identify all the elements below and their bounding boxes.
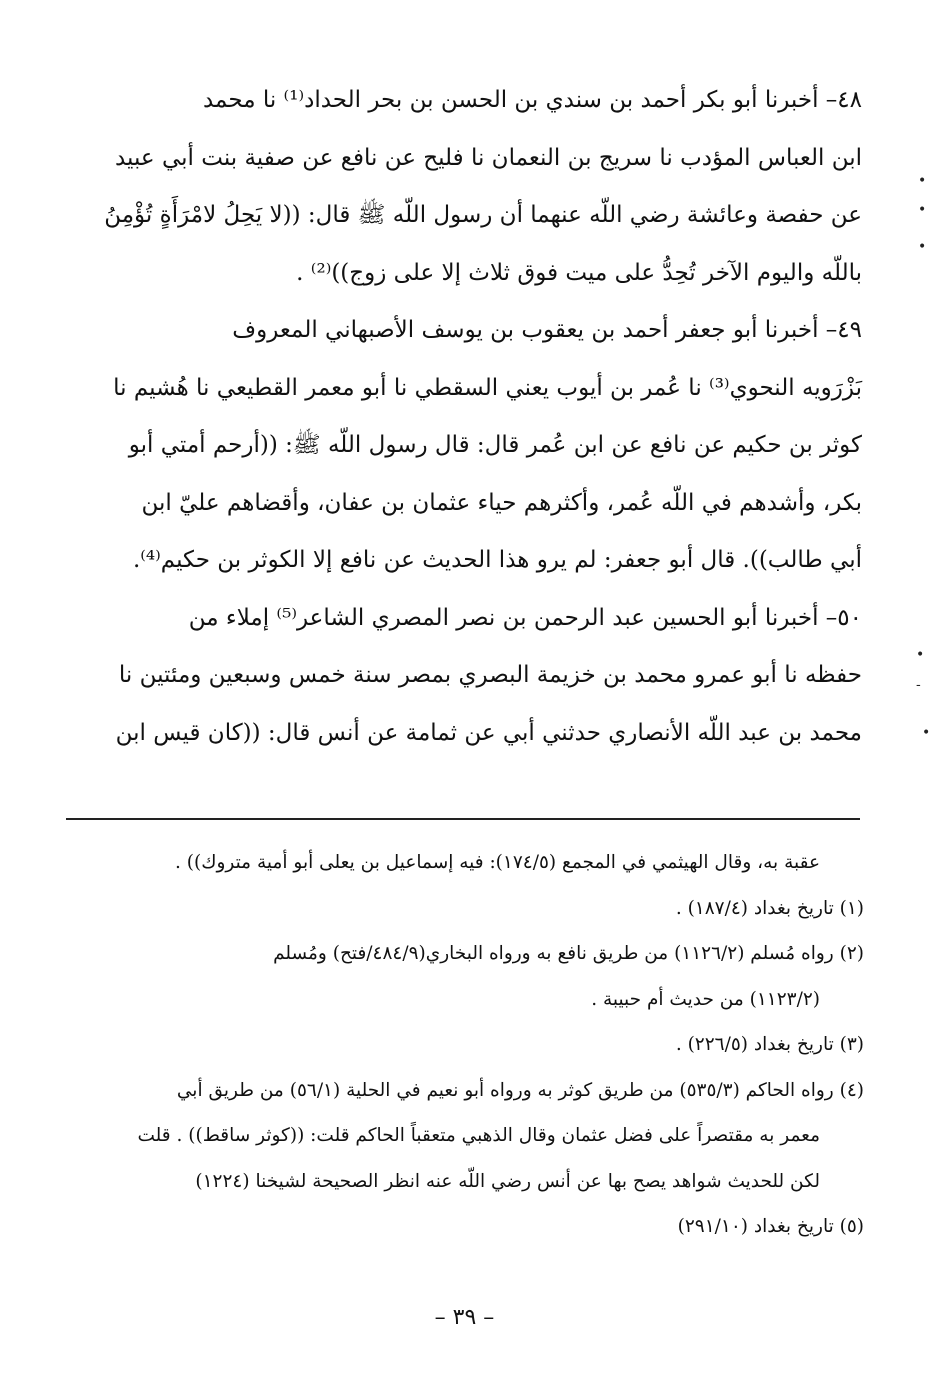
footnote-line: (٥) تاريخ بغداد (٢٩١/١٠)	[677, 1216, 864, 1237]
text-line: بكر، وأشدهم في اللّه عُمر، وأكثرهم حياء عثمان بن عفان، وأقضاهم عليّ ابن	[141, 489, 862, 516]
main-text	[66, 72, 862, 762]
text-line: كوثر بن حكيم عن نافع عن ابن عُمر قال: قال رسول اللّه ﷺ: ((أرحم أمتي أبو	[128, 432, 862, 458]
text-line: ابن العباس المؤدب نا سريج بن النعمان نا فليح عن نافع عن صفية بنت أبي عبيد	[114, 144, 862, 171]
margin-mark: •	[918, 202, 927, 218]
footnote-line: عقبة به، وقال الهيثمي في المجمع (١٧٤/٥): فيه إسماعيل بن يعلى أبو أمية متروك)) .	[175, 852, 820, 873]
footnotes	[66, 840, 864, 1250]
footnote-line: (١) تاريخ بغداد (١٨٧/٤) .	[675, 897, 864, 919]
text-line: أبي طالب)). قال أبو جعفر: لم يرو هذا الحديث عن نافع إلا الكوثر بن حكيم⁽⁴⁾.	[132, 547, 862, 573]
footnote-line: معمر به مقتصراً على فضل عثمان وقال الذهبي متعقباً الحاكم قلت: ((كوثر ساقط)) . قلت	[137, 1125, 820, 1146]
footnote-line: (٢) رواه مُسلم (١١٢٦/٢) من طريق نافع به ورواه البخاري(٤٨٤/٩/فتح) ومُسلم	[273, 943, 864, 964]
margin-mark: -	[916, 677, 921, 693]
text-line: بَزْرَويه النحوي⁽³⁾ نا عُمر بن أيوب يعني السقطي نا أبو معمر القطيعي نا هُشيم نا	[113, 374, 862, 401]
margin-mark: •	[918, 239, 927, 255]
footnote-line: لكن للحديث شواهد يصح بها عن أنس رضي اللّه عنه انظر الصحيحة لشيخنا (١٢٢٤)	[195, 1170, 820, 1192]
margin-mark: •	[922, 725, 930, 741]
footnote-line: (٣) تاريخ بغداد (٢٢٦/٥) .	[675, 1034, 864, 1055]
footnote-line: (١١٢٣/٢) من حديث أم حبيبة .	[591, 988, 820, 1010]
text-line: محمد بن عبد اللّه الأنصاري حدثني أبي عن ثمامة عن أنس قال: ((كان قيس ابن	[115, 719, 862, 746]
footnote-line: (٤) رواه الحاكم (٥٣٥/٣) من طريق كوثر به ورواه أبو نعيم في الحلية (٥٦/١) من طريق أبي	[176, 1079, 864, 1101]
text-line: باللّه واليوم الآخر تُحِدُّ على ميت فوق ثلاث إلا على زوج))⁽²⁾ .	[296, 259, 862, 286]
margin-mark: •	[916, 647, 925, 663]
text-line: عن حفصة وعائشة رضي اللّه عنهما أن رسول اللّه ﷺ قال: ((لا يَحِلُ لامْرَأَةٍ تُؤْمِنُ	[104, 202, 862, 228]
page-number: – ٣٩ –	[434, 1305, 495, 1330]
text-line: ٤٩– أخبرنا أبو جعفر أحمد بن يعقوب بن يوسف الأصبهاني المعروف	[232, 317, 862, 343]
text-line: حفظه نا أبو عمرو محمد بن خزيمة البصري بمصر سنة خمس وسبعين ومئتين نا	[118, 662, 862, 688]
margin-mark: •	[918, 173, 927, 189]
footnote-separator	[66, 818, 860, 820]
text-line: ٤٨– أخبرنا أبو بكر أحمد بن سندي بن الحسن بن بحر الحداد⁽¹⁾ نا محمد	[202, 87, 862, 113]
text-line: ٥٠– أخبرنا أبو الحسين عبد الرحمن بن نصر المصري الشاعر⁽⁵⁾ إملاء من	[188, 604, 862, 631]
